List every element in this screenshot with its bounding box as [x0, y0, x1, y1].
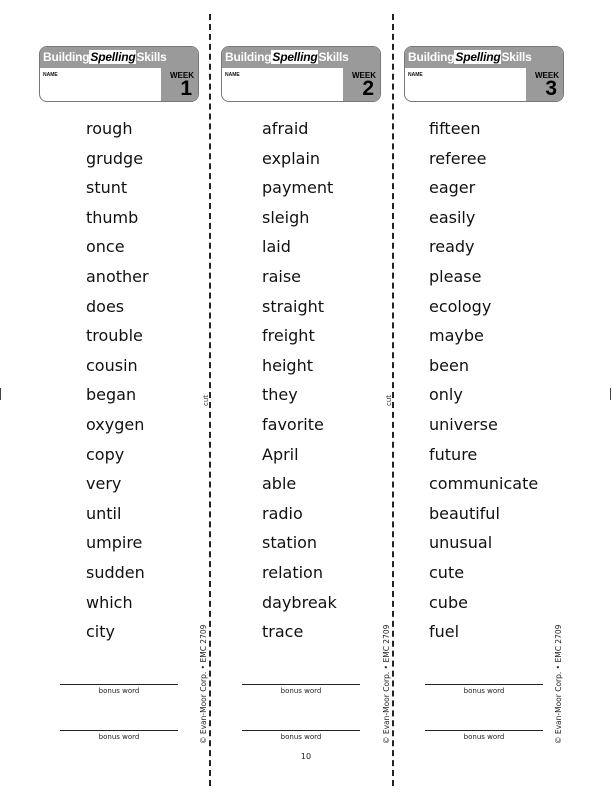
- week-label: WEEK: [535, 71, 559, 80]
- bonus-word-field-5[interactable]: [425, 684, 543, 695]
- spelling-word: radio: [262, 503, 303, 523]
- spelling-word: raise: [262, 266, 302, 286]
- spelling-word: universe: [429, 414, 498, 434]
- spelling-word: grudge: [86, 148, 144, 168]
- bonus-word-label: bonus word: [463, 687, 505, 695]
- bonus-word-line: [242, 684, 360, 685]
- spelling-word: cute: [429, 562, 465, 582]
- bonus-word-field-4[interactable]: [242, 730, 360, 741]
- spelling-word: daybreak: [262, 592, 337, 612]
- spelling-word: ecology: [429, 296, 492, 316]
- spelling-word: future: [429, 444, 478, 464]
- week-number: 1: [180, 77, 192, 100]
- spelling-word: station: [262, 533, 318, 553]
- spelling-word: maybe: [429, 326, 484, 346]
- spelling-word: laid: [262, 237, 291, 257]
- title-part-skills: Skills: [318, 50, 349, 64]
- spelling-word: does: [86, 296, 125, 316]
- list-header: [404, 46, 564, 102]
- header-title: [225, 50, 349, 64]
- page-number: 10: [300, 752, 312, 761]
- spelling-word: April: [262, 444, 299, 464]
- title-part-spelling: Spelling: [455, 50, 501, 64]
- title-part-spelling: Spelling: [90, 50, 136, 64]
- list-header: [39, 46, 199, 102]
- title-part-building: Building: [408, 50, 455, 64]
- spelling-word: freight: [262, 326, 315, 346]
- spelling-word: cousin: [86, 355, 138, 375]
- spelling-word: trace: [262, 622, 304, 642]
- title-part-skills: Skills: [501, 50, 532, 64]
- spelling-word: communicate: [429, 474, 539, 494]
- bonus-word-line: [60, 730, 178, 731]
- spelling-word: afraid: [262, 119, 309, 138]
- bonus-word-line: [242, 730, 360, 731]
- word-list: [86, 118, 149, 651]
- week-box: [161, 68, 198, 101]
- spelling-word: payment: [262, 178, 334, 198]
- cut-label-2: cut: [385, 394, 393, 406]
- spelling-word: another: [86, 266, 149, 286]
- title-part-building: Building: [225, 50, 272, 64]
- bonus-word-line: [425, 730, 543, 731]
- header-title: [408, 50, 532, 64]
- list-header: [221, 46, 381, 102]
- copyright-notice: © Evan-Moor Corp. • EMC 2709: [554, 624, 563, 744]
- spelling-word: fuel: [429, 622, 460, 642]
- spelling-word: they: [262, 385, 298, 405]
- spelling-word: only: [429, 385, 463, 405]
- spelling-word: copy: [86, 444, 125, 464]
- title-part-skills: Skills: [136, 50, 167, 64]
- spelling-word: which: [86, 592, 133, 612]
- cut-label-1: cut: [202, 394, 210, 406]
- copyright-notice: © Evan-Moor Corp. • EMC 2709: [382, 624, 391, 744]
- spelling-word: until: [86, 503, 122, 523]
- bonus-word-field-6[interactable]: [425, 730, 543, 741]
- spelling-word: trouble: [86, 326, 143, 346]
- spelling-word: straight: [262, 296, 325, 316]
- name-field-label: NAME: [43, 72, 58, 78]
- bonus-word-label: bonus word: [280, 687, 322, 695]
- spelling-word: eager: [429, 178, 476, 198]
- name-field-label: NAME: [408, 72, 423, 78]
- spelling-word: sleigh: [262, 207, 310, 227]
- spelling-word: referee: [429, 148, 487, 168]
- spelling-word: thumb: [86, 207, 139, 227]
- spelling-word: oxygen: [86, 414, 145, 434]
- spelling-word: ready: [429, 237, 475, 257]
- spelling-word: began: [86, 385, 137, 405]
- spelling-word: city: [86, 622, 115, 642]
- bonus-word-field-3[interactable]: [242, 684, 360, 695]
- bonus-word-line: [425, 684, 543, 685]
- spelling-word: very: [86, 474, 122, 494]
- name-field-label: NAME: [225, 72, 240, 78]
- week-number: 2: [362, 77, 374, 100]
- copyright-notice: © Evan-Moor Corp. • EMC 2709: [199, 624, 208, 744]
- bonus-word-label: bonus word: [98, 687, 140, 695]
- bonus-word-label: bonus word: [463, 733, 505, 741]
- header-title: [43, 50, 167, 64]
- spelling-word: umpire: [86, 533, 143, 553]
- spelling-word: sudden: [86, 562, 145, 582]
- bonus-word-line: [60, 684, 178, 685]
- spelling-word: rough: [86, 119, 133, 138]
- spelling-word: been: [429, 355, 469, 375]
- spelling-word: beautiful: [429, 503, 500, 523]
- week-box: [343, 68, 380, 101]
- spelling-word: please: [429, 266, 482, 286]
- word-list: [429, 118, 538, 651]
- spelling-word: stunt: [86, 178, 128, 198]
- spelling-word: fifteen: [429, 119, 481, 138]
- title-part-building: Building: [43, 50, 90, 64]
- bonus-word-field-2[interactable]: [60, 730, 178, 741]
- week-label: WEEK: [170, 71, 194, 80]
- week-label: WEEK: [352, 71, 376, 80]
- word-list: [262, 118, 337, 651]
- spelling-word: explain: [262, 148, 321, 168]
- bonus-word-label: bonus word: [98, 733, 140, 741]
- spelling-word: cube: [429, 592, 468, 612]
- spelling-word: height: [262, 355, 313, 375]
- spelling-word: easily: [429, 207, 476, 227]
- title-part-spelling: Spelling: [272, 50, 318, 64]
- left-edge-mark: [0, 388, 1, 400]
- week-number: 3: [545, 77, 557, 100]
- bonus-word-field-1[interactable]: [60, 684, 178, 695]
- right-edge-mark: [610, 388, 611, 400]
- bonus-word-label: bonus word: [280, 733, 322, 741]
- spelling-word: able: [262, 474, 297, 494]
- spelling-word: favorite: [262, 414, 324, 434]
- week-box: [526, 68, 563, 101]
- spelling-word: once: [86, 237, 125, 257]
- spelling-word: unusual: [429, 533, 493, 553]
- spelling-word: relation: [262, 562, 323, 582]
